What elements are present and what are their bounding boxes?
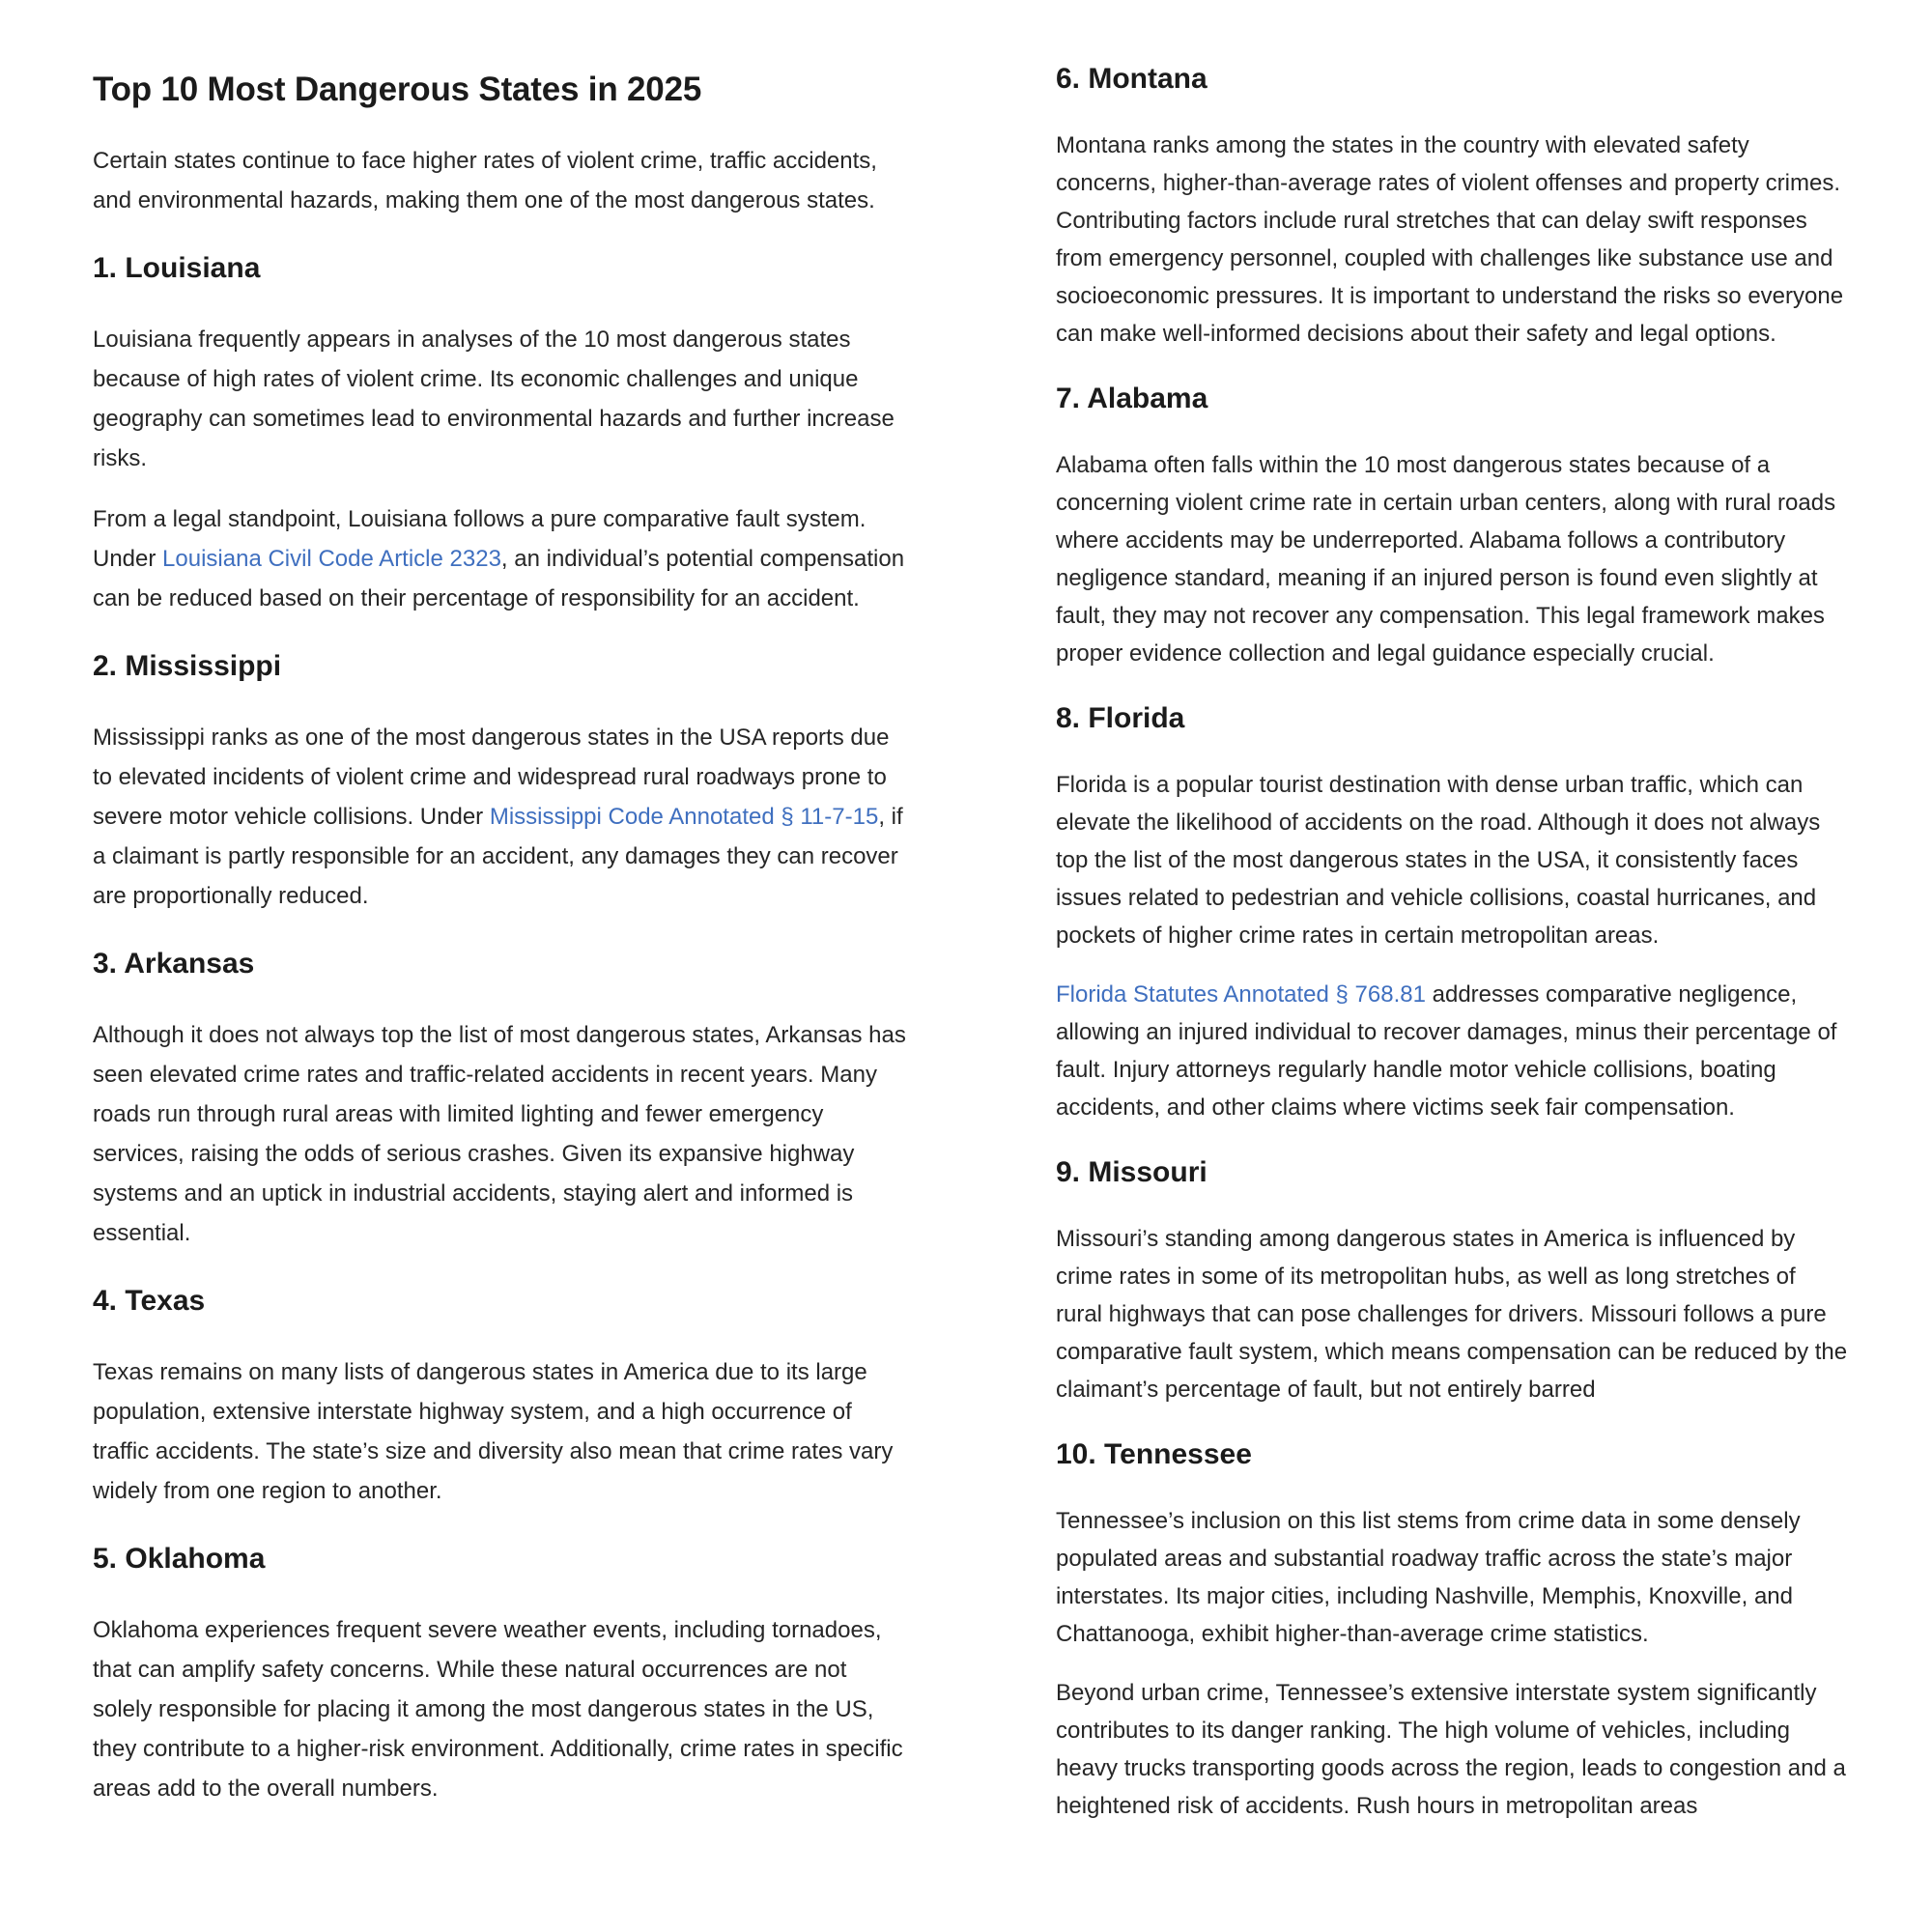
section-heading: 5. Oklahoma xyxy=(93,1542,266,1575)
left-column xyxy=(93,68,912,1808)
louisiana-civil-code-link[interactable]: Louisiana Civil Code Article 2323 xyxy=(162,545,501,572)
section-heading: 2. Mississippi xyxy=(93,649,282,682)
section-paragraph: Montana ranks among the states in the country with elevated safety concerns, higher-than-average rates of violent offenses and property crimes. Contributing factors include rural stretches that can delay swift responses from emergency personnel, coupled with challenges like substance use and socioeconomic pressures. It is important to understand the risks so everyone can make well-informed decisions about their safety and legal options. xyxy=(1056,132,1844,347)
section-heading: 8. Florida xyxy=(1056,702,1185,734)
section-florida xyxy=(1056,699,1848,1126)
section-paragraph: Florida is a popular tourist destination with dense urban traffic, which can elevate the likelihood of accidents on the road. Although it does not always top the list of the most dangerous states in the USA, it consistently faces issues related to pedestrian and vehicle collisions, coastal hurricanes, and pockets of higher crime rates in certain metropolitan areas. xyxy=(1056,772,1821,949)
section-missouri xyxy=(1056,1153,1848,1408)
article-title: Top 10 Most Dangerous States in 2025 xyxy=(93,71,702,108)
section-heading: 7. Alabama xyxy=(1056,383,1208,414)
florida-statutes-link[interactable]: Florida Statutes Annotated § 768.81 xyxy=(1056,981,1426,1008)
section-paragraph xyxy=(93,499,912,618)
section-louisiana xyxy=(93,249,912,618)
section-paragraph xyxy=(93,718,912,916)
intro-paragraph: Certain states continue to face higher rates of violent crime, traffic accidents, and environmental hazards, making them one of the most dangerous states. xyxy=(93,147,877,213)
section-oklahoma xyxy=(93,1540,912,1808)
paragraph-text: , if a claimant is partly responsible for an accident, any damages they can recover are proportionally reduced. xyxy=(93,803,903,909)
section-paragraph: Beyond urban crime, Tennessee’s extensive interstate system significantly contributes to its danger ranking. The high volume of vehicles, including heavy trucks transporting goods across the region, leads to congestion and a heightened risk of accidents. Rush hours in metropolitan areas xyxy=(1056,1680,1846,1819)
section-paragraph: Texas remains on many lists of dangerous states in America due to its large population, extensive interstate highway system, and a high occurrence of traffic accidents. The state’s size and diversity also mean that crime rates vary widely from one region to another. xyxy=(93,1358,894,1504)
section-heading: 6. Montana xyxy=(1056,63,1208,95)
section-paragraph: Although it does not always top the list of most dangerous states, Arkansas has seen elevated crime rates and traffic-related accidents in recent years. Many roads run through rural areas with limited lighting and fewer emergency services, raising the odds of serious crashes. Given its expansive highway systems and an uptick in industrial accidents, staying alert and informed is essential. xyxy=(93,1021,906,1246)
section-heading: 3. Arkansas xyxy=(93,947,255,980)
section-arkansas xyxy=(93,945,912,1253)
section-paragraph: Alabama often falls within the 10 most dangerous states because of a concerning violent crime rate in certain urban centers, along with rural roads where accidents may be underreported. Alabama follows a contributory negligence standard, meaning if an injured person is found even slightly at fault, they may not recover any compensation. This legal framework makes proper evidence collection and legal guidance especially crucial. xyxy=(1056,452,1836,667)
paragraph-text: Mississippi ranks as one of the most dangerous states in the USA reports due to elevated incidents of violent crime and widespread rural roadways prone to severe motor vehicle collisions. Under xyxy=(93,724,890,830)
section-texas xyxy=(93,1282,912,1511)
section-heading: 4. Texas xyxy=(93,1284,206,1317)
section-heading: 10. Tennessee xyxy=(1056,1438,1252,1470)
section-heading: 1. Louisiana xyxy=(93,251,261,284)
section-heading: 9. Missouri xyxy=(1056,1156,1208,1188)
section-paragraph: Louisiana frequently appears in analyses of the 10 most dangerous states because of high rates of violent crime. Its economic challenges and unique geography can sometimes lead to environmental hazards and further increase risks. xyxy=(93,326,895,471)
mississippi-code-link[interactable]: Mississippi Code Annotated § 11-7-15 xyxy=(489,803,879,830)
section-paragraph: Oklahoma experiences frequent severe weather events, including tornadoes, that can amplify safety concerns. While these natural occurrences are not solely responsible for placing it among the most dangerous states in the US, they contribute to a higher-risk environment. Additionally, crime rates in specific areas add to the overall numbers. xyxy=(93,1616,903,1802)
right-column xyxy=(1056,60,1848,1903)
paragraph-text: , an individual’s potential compensation can be reduced based on their percentage of responsibility for an accident. xyxy=(93,545,905,611)
paragraph-text: addresses comparative negligence, allowing an injured individual to recover damages, minus their percentage of fault. Injury attorneys regularly handle motor vehicle collisions, boating accidents, and other claims where victims seek fair compensation. xyxy=(1056,981,1837,1121)
section-alabama xyxy=(1056,380,1848,672)
paragraph-text: From a legal standpoint, Louisiana follows a pure comparative fault system. Under xyxy=(93,505,867,572)
section-montana xyxy=(1056,60,1848,353)
section-paragraph: Tennessee’s inclusion on this list stems from crime data in some densely populated areas and substantial roadway traffic across the state’s major interstates. Its major cities, including Nashville, Memphis, Knoxville, and Chattanooga, exhibit higher-than-average crime statistics. xyxy=(1056,1508,1801,1647)
section-paragraph: Missouri’s standing among dangerous states in America is influenced by crime rates in some of its metropolitan hubs, as well as long stretches of rural highways that can pose challenges for drivers. Missouri follows a pure comparative fault system, which means compensation can be reduced by the claimant’s percentage of fault, but not entirely barred xyxy=(1056,1226,1848,1403)
section-paragraph xyxy=(1056,976,1848,1126)
section-tennessee xyxy=(1056,1435,1848,1825)
section-mississippi xyxy=(93,647,912,916)
